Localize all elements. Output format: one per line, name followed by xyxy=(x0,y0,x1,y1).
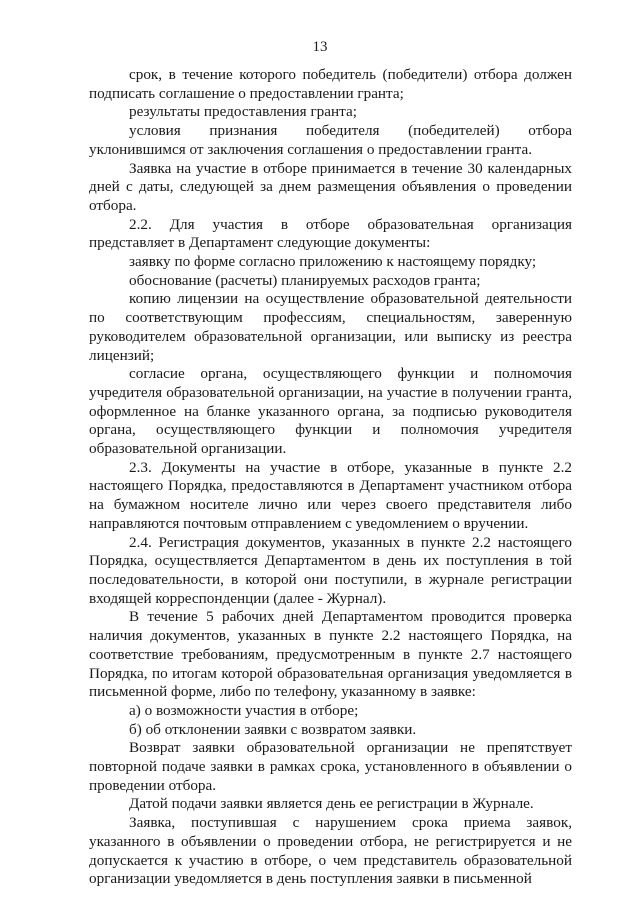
paragraph: Возврат заявки образовательной организации не препятствует повторной подаче заявки в рамках срока, установленного в объявлении о проведении отбора. xyxy=(89,739,572,794)
paragraph: результаты предоставления гранта; xyxy=(129,103,357,121)
paragraph: условия признания победителя (победителей) отбора уклонившимся от заключения соглашения о предоставлении гранта. xyxy=(89,122,572,158)
document-body xyxy=(89,66,572,889)
paragraph: а) о возможности участия в отборе; xyxy=(129,701,359,719)
page-number: 13 xyxy=(312,39,328,55)
paragraph: обоснование (расчеты) планируемых расходов гранта; xyxy=(129,271,481,289)
paragraph: согласие органа, осуществляющего функции и полномочия учредителя образовательной организации, на участие в получении гранта, оформленное на бланке указанного органа, за подписью руководителя органа, осуществляющего функции и полномочия учредителя образовательной организации. xyxy=(89,365,572,458)
paragraph: копию лицензии на осуществление образовательной деятельности по соответствующим профессиям, специальностям, заверенную руководителем образовательной организации, или выписку из реестра лицензий; xyxy=(89,290,572,364)
paragraph: заявку по форме согласно приложению к настоящему порядку; xyxy=(129,253,537,271)
paragraph: Заявка на участие в отборе принимается в течение 30 календарных дней с даты, следующей за днем размещения объявления о проведении отбора. xyxy=(89,159,572,214)
paragraph: срок, в течение которого победитель (победители) отбора должен подписать соглашение о предоставлении гранта; xyxy=(89,66,572,102)
paragraph: 2.2. Для участия в отборе образовательная организация представляет в Департамент следующие документы: xyxy=(89,215,572,252)
paragraph: Датой подачи заявки является день ее регистрации в Журнале. xyxy=(129,795,534,813)
paragraph: 2.3. Документы на участие в отборе, указанные в пункте 2.2 настоящего Порядка, предоставляются в Департамент участником отбора на бумажном носителе лично или через своего представителя либо направляются почтовым отправлением с уведомлением о вручении. xyxy=(89,458,572,532)
paragraph: В течение 5 рабочих дней Департаментом проводится проверка наличия документов, указанных в пункте 2.2 настоящего Порядка, на соответствие требованиям, предусмотренным в пункте 2.7 настоящего Порядка, по итогам которой образовательная организация уведомляется в письменной форме, либо по телефону, указанному в заявке: xyxy=(89,608,572,701)
paragraph: б) об отклонении заявки с возвратом заявки. xyxy=(129,720,417,738)
paragraph: Заявка, поступившая с нарушением срока приема заявок, указанного в объявлении о проведении отбора, не регистрируется и не допускается к участию в отборе, о чем представитель образовательной организации уведомляется в день поступления заявки в письменной xyxy=(89,814,572,888)
paragraph: 2.4. Регистрация документов, указанных в пункте 2.2 настоящего Порядка, осуществляется Департаментом в день их поступления в той последовательности, в которой они поступили, в журнале регистрации входящей корреспонденции (далее - Журнал). xyxy=(89,533,572,607)
